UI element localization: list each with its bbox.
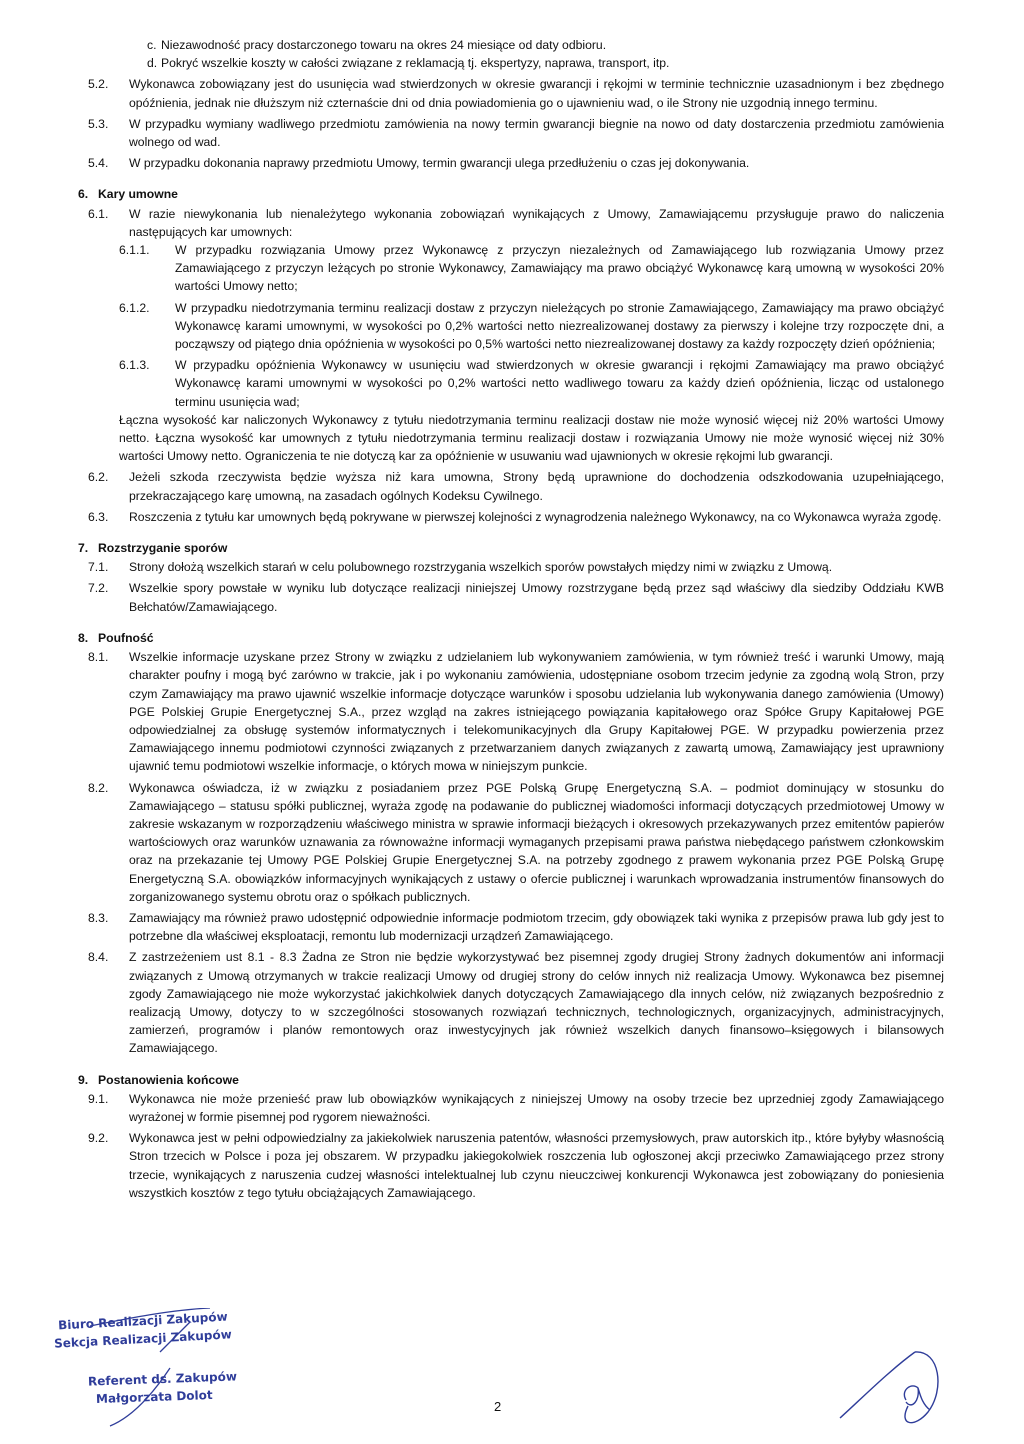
clause-8-1: 8.1. Wszelkie informacje uzyskane przez Strony w związku z udzielaniem lub wykonywaniem zamówienia, w tym również treść i warunki Umowy, mają charakter poufny i mogą być zarówno w trakcie, jak i po wykonaniu zamówienia, udostępniane osobom trzecim jedynie za zgodną wolą Stron, przy czym Zamawiający ma prawo ujawnić wszelkie informacje dotyczące warunków i sposobu udzielania lub wykonywania danego zamówienia (Umowy) PGE Polskiej Grupie Energetycznej S.A., przez wzgląd na zakres istniejącego powiązania kapitałowego oraz Spółce Grupy Kapitałowej PGE odpowiedzialnej za obsługę systemów informatycznych i telekomunikacyjnych dla Grupy Kapitałowej PGE. W przypadku powierzenia przez Zamawiającego innemu podmiotowi czynności związanych z przetwarzaniem danych związanych z zawartą umową, Zamawiający jest uprawniony ujawnić temu podmiotowi wszelkie informacje, o których mowa w niniejszym punkcie. xyxy=(88,650,944,774)
clause-6-1-2: 6.1.2. W przypadku niedotrzymania terminu realizacji dostaw z przyczyn nieleżących po stronie Zamawiającego, Zamawiający ma prawo obciążyć Wykonawcę karami umownymi, w wysokości po 0,2% wartości netto niezrealizowanej dostawy za pierwszy i kolejne trzy rozpoczęte dni, a począwszy od piątego dnia opóźnienia w wysokości po 0,5% wartości netto niezrealizowanej dostawy za każdy rozpoczęty dzień opóźnienia; xyxy=(119,300,944,352)
clause-9-1: 9.1. Wykonawca nie może przenieść praw lub obowiązków wynikających z niniejszej Umowy na osoby trzecie bez uprzedniej zgody Zamawiającego wyrażonej w formie pisemnej pod rygorem nieważności. xyxy=(88,1091,944,1124)
clause-6-1-3: 6.1.3. W przypadku opóźnienia Wykonawcy w usunięciu wad stwierdzonych w okresie gwarancji i rękojmi Zamawiający ma prawo obciążyć Wykonawcę karami umownymi w wysokości po 0,2% wartości netto wadliwego towaru za każdy dzień opóźnienia, licząc od ustalonego terminu usunięcia wad; xyxy=(119,358,944,409)
page-number: 2 xyxy=(494,1399,502,1414)
clause-6-3: 6.3. Roszczenia z tytułu kar umownych będą pokrywane w pierwszej kolejności z wynagrodzenia należnego Wykonawcy, na co Wykonawca wyraża zgodę. xyxy=(88,509,942,524)
document-content xyxy=(78,36,944,1202)
list-item: d. Pokryć wszelkie koszty w całości związane z reklamacją tj. ekspertyzy, naprawa, transport, itp. xyxy=(147,56,670,71)
penalty-limits-paragraph: Łączna wysokość kar naliczonych Wykonawcy z tytułu niedotrzymania terminu realizacji dostaw nie może wynosić więcej niż 20% wartości Umowy netto. Łączna wysokość kar umownych z tytułu niedotrzymania terminu realizacji dostaw i rozwiązania Umowy nie może wynosić więcej niż 30% wartości Umowy netto. Ograniczenia te nie dotyczą kar za opóźnienie w usuwaniu wad ujawnionych w okresie rękojmi lub gwarancji. xyxy=(119,412,944,464)
clause-8-2: 8.2. Wykonawca oświadcza, iż w związku z posiadaniem przez PGE Polską Grupę Energetyczną S.A. – podmiot dominujący w stosunku do Zamawiającego – statusu spółki publicznej, wyraża zgodę na podawanie do publicznej wiadomości informacji dotyczących przedmiotowej Umowy w zakresie wskazanym w rozporządzeniu właściwego ministra w sprawie informacji bieżących i okresowych przekazywanych przez emitentów papierów wartościowych oraz warunków uznawania za równoważne informacji wymaganych przepisami prawa państwa niebędącego państwem członkowskim oraz na przekazanie tej Umowy PGE Polskiej Grupie Energetycznej S.A. na potrzeby zgodnego z prawem wykonania przez PGE Polską Grupę Energetyczną S.A. obowiązków informacyjnych wynikających z ustawy o ofercie publicznej i warunkach wprowadzania instrumentów finansowych do zorganizowanego systemu obrotu oraz o spółkach publicznych. xyxy=(88,780,944,904)
section-heading-spory: 7. Rozstrzyganie sporów xyxy=(78,541,228,556)
section-heading-kary: 6. Kary umowne xyxy=(78,187,178,202)
official-stamp xyxy=(50,1308,270,1428)
stamp-line: Małgorzata Dolot xyxy=(95,1387,213,1407)
clause-7-2: 7.2. Wszelkie spory powstałe w wyniku lub dotyczące realizacji niniejszej Umowy rozstrzygane będą przez sąd właściwy dla siedziby Oddziału KWB Bełchatów/Zamawiającego. xyxy=(88,581,944,614)
clause-7-1: 7.1. Strony dołożą wszelkich starań w celu polubownego rozstrzygania wszelkich sporów powstałych między nimi w związku z Umową. xyxy=(88,560,833,575)
section-heading-poufnosc: 8. Poufność xyxy=(78,630,154,645)
clause-6-2: 6.2. Jeżeli szkoda rzeczywista będzie wyższa niż kara umowna, Strony będą uprawnione do dochodzenia odszkodowania uzupełniającego, przekraczającego karę umowną, na zasadach ogólnych Kodeksu Cywilnego. xyxy=(88,470,944,503)
clause-5-4: 5.4. W przypadku dokonania naprawy przedmiotu Umowy, termin gwarancji ulega przedłużeniu o czas jej dokonywania. xyxy=(88,156,750,171)
clause-5-3: 5.3. W przypadku wymiany wadliwego przedmiotu zamówienia na nowy termin gwarancji biegnie na nowo od daty dostarczenia przedmiotu zamówienia wolnego od wad. xyxy=(88,116,944,150)
clause-9-2: 9.2. Wykonawca jest w pełni odpowiedzialny za jakiekolwiek naruszenia patentów, własności przemysłowych, praw autorskich itp., które byłyby własnością Stron trzecich w Polsce i poza jej obszarem. W przypadku jakiegokolwiek roszczenia lub ogłoszonej akcji przeciwko Zamawiającego przez strony trzecie, wynikających z naruszenia cudzej własności intelektualnej lub czynu nieuczciwej konkurencji Wykonawca jest zobowiązany do poniesienia wszystkich kosztów z tego tytułu obciążających Zamawiającego. xyxy=(88,1131,944,1200)
clause-8-3: 8.3. Zamawiający ma również prawo udostępnić odpowiednie informacje podmiotom trzecim, gdy obowiązek taki wynika z przepisów prawa lub gdy jest to potrzebne dla właściwej eksploatacji, remontu lub modernizacji urządzeń Zamawiającego. xyxy=(88,910,944,944)
stamp-line: Referent ds. Zakupów xyxy=(87,1369,238,1389)
stamp-line: Sekcja Realizacji Zakupów xyxy=(53,1327,233,1351)
clause-6-1-1: 6.1.1. W przypadku rozwiązania Umowy przez Wykonawcę z przyczyn niezależnych od Zamawiającego lub rozwiązania Umowy przez Zamawiającego z przyczyn leżących po stronie Wykonawcy, Zamawiający ma prawo obciążyć Wykonawcę karą umowną w wysokości 20% wartości Umowy netto; xyxy=(119,243,944,294)
stamp-line: Biuro Realizacji Zakupów xyxy=(57,1309,228,1333)
clause-5-2: 5.2. Wykonawca zobowiązany jest do usunięcia wad stwierdzonych w okresie gwarancji i rękojmi w terminie technicznie uzasadnionym i bez zbędnego opóźnienia, jednak nie dłuższym niż czternaście dni od dnia powiadomienia go o ujawnieniu wad, o ile Strony nie uzgodnią innego terminu. xyxy=(88,77,944,110)
signature-scribble-icon xyxy=(50,1308,270,1428)
clause-8-4: 8.4. Z zastrzeżeniem ust 8.1 - 8.3 Żadna ze Stron nie będzie wykorzystywać bez pisemnej zgody drugiej Strony żadnych dokumentów ani informacji związanych z Umową otrzymanych w trakcie realizacji Umowy od drugiej strony do celów innych niż realizacja Umowy. Wykonawca bez pisemnej zgody Zamawiającego nie może wykorzystać jakichkolwiek danych dotyczących Zamawiającego dla innych celów, niż związanych bezpośrednio z realizacją Umowy, dotyczy to w szczególności stosowanych rozwiązań technicznych, technologicznych, organizacyjnych, administracyjnych, zamierzeń, programów i planów remontowych oraz inwestycyjnych jak również wszelkich danych finansowo–księgowych i bilansowych Zamawiającego. xyxy=(88,950,944,1056)
clause-6-1: 6.1. W razie niewykonania lub nienależytego wykonania zobowiązań wynikających z Umowy, Zamawiającemu przysługuje prawo do naliczenia następujących kar umownych: xyxy=(88,206,944,239)
section-heading-postanowienia: 9. Postanowienia końcowe xyxy=(78,1072,239,1087)
list-item: c. Niezawodność pracy dostarczonego towaru na okres 24 miesiące od daty odbioru. xyxy=(147,38,607,52)
initials-signature-icon xyxy=(820,1330,950,1430)
